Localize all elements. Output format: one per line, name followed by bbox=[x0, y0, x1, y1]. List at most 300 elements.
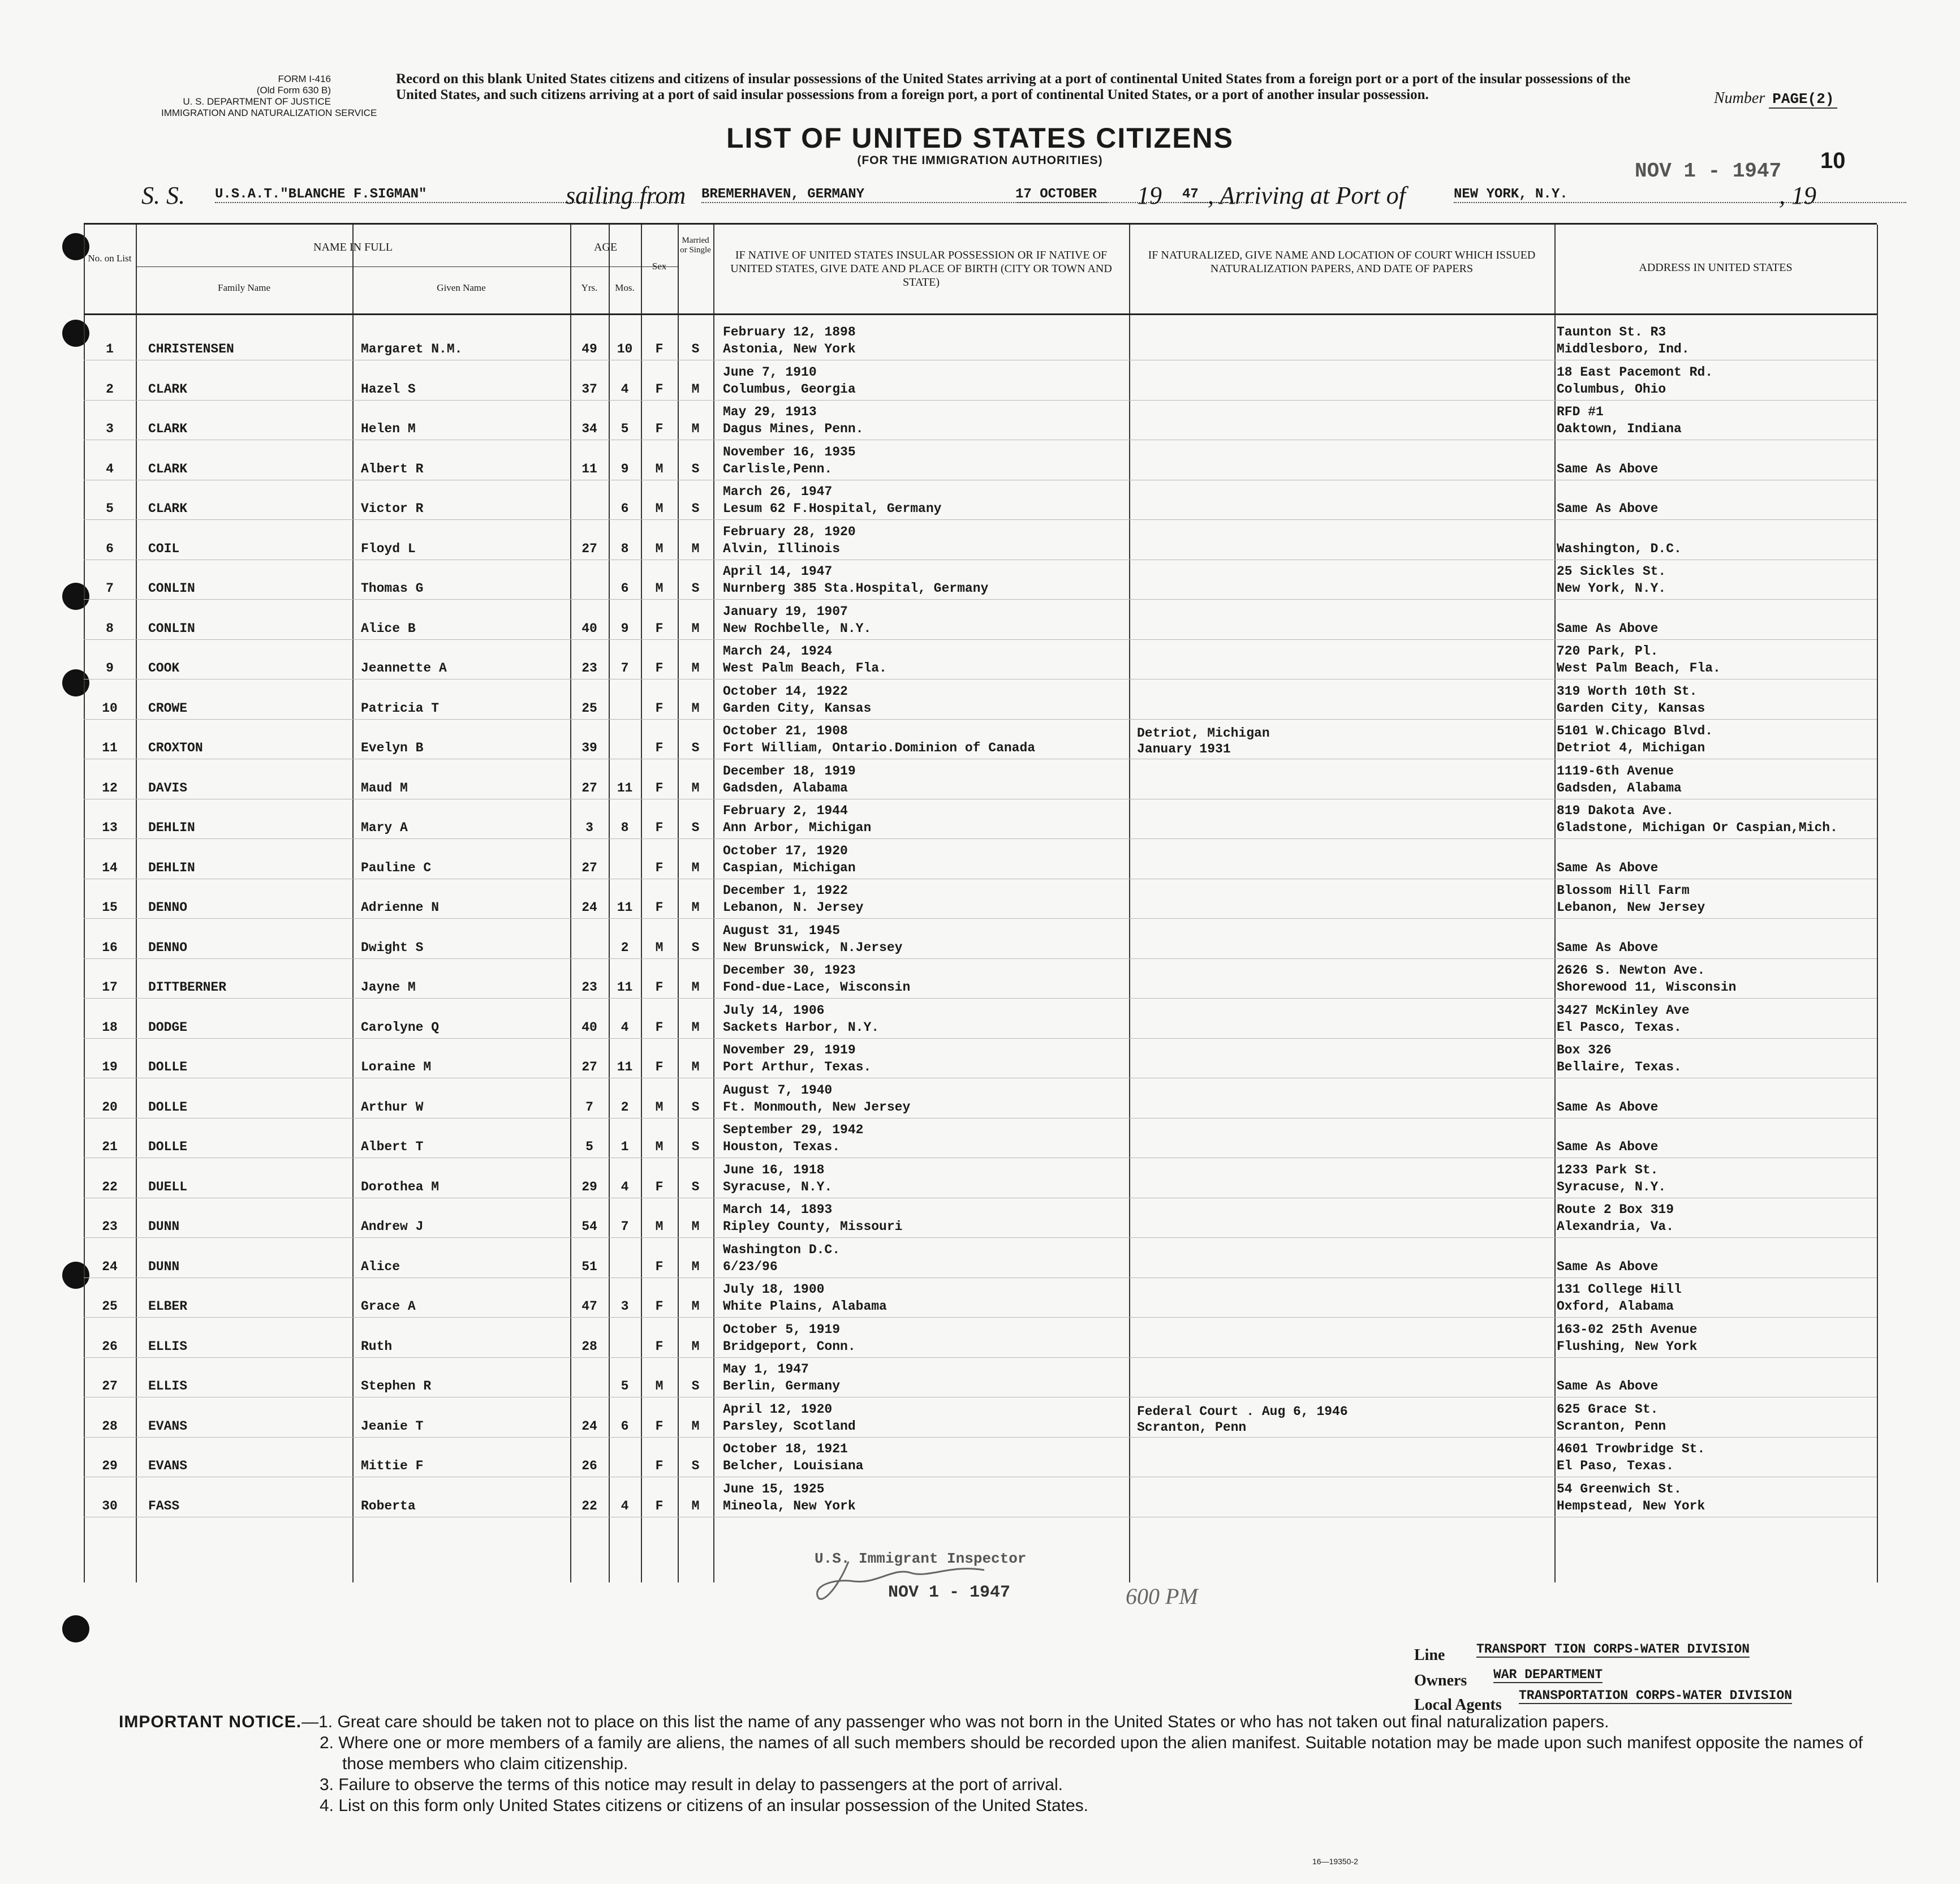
age-years: 27 bbox=[581, 1060, 597, 1074]
table-row bbox=[84, 719, 1877, 759]
owners-value: WAR DEPARTMENT bbox=[1493, 1667, 1603, 1682]
inspector-signature-icon bbox=[815, 1556, 1013, 1612]
inspector-time: 600 PM bbox=[1126, 1584, 1198, 1609]
family-name: DOLLE bbox=[148, 1060, 188, 1074]
row-number: 11 bbox=[102, 741, 118, 755]
birth-date: November 29, 1919 bbox=[723, 1043, 856, 1057]
row-number: 28 bbox=[102, 1418, 118, 1434]
family-name: DOLLE bbox=[148, 1099, 188, 1115]
marital-status: M bbox=[691, 621, 700, 636]
sex: F bbox=[655, 700, 664, 716]
address-line-2: El Paso, Texas. bbox=[1557, 1459, 1674, 1473]
row-number: 1 bbox=[106, 342, 114, 356]
page-title: LIST OF UNITED STATES CITIZENS bbox=[726, 122, 1234, 154]
notice-item-3: 3. Failure to observe the terms of this notice may result in delay to passengers at the port of arrival. bbox=[320, 1775, 1063, 1794]
given-name: Roberta bbox=[361, 1498, 416, 1513]
family-name: DUNN bbox=[148, 1259, 180, 1274]
marital-status: S bbox=[691, 1179, 700, 1194]
sex: M bbox=[655, 541, 664, 556]
marital-status: S bbox=[691, 342, 700, 356]
marital-status: S bbox=[691, 501, 700, 516]
departure-port: BREMERHAVEN, GERMANY bbox=[701, 187, 1109, 203]
birth-date: March 24, 1924 bbox=[723, 644, 833, 659]
family-name: EVANS bbox=[148, 1418, 188, 1434]
address-line-1: 2626 S. Newton Ave. bbox=[1557, 963, 1705, 978]
birth-date: November 16, 1935 bbox=[723, 444, 856, 459]
row-number: 19 bbox=[102, 1060, 118, 1074]
sex: F bbox=[655, 820, 664, 835]
naturalization-date: January 1931 bbox=[1137, 742, 1231, 756]
birth-date: May 29, 1913 bbox=[723, 405, 817, 419]
sex: F bbox=[655, 381, 664, 397]
birth-date: August 31, 1945 bbox=[723, 923, 841, 938]
date-stamp-top: NOV 1 - 1947 bbox=[1635, 160, 1782, 183]
row-number: 24 bbox=[102, 1259, 118, 1274]
birth-date: June 15, 1925 bbox=[723, 1481, 825, 1496]
table-row bbox=[84, 1158, 1877, 1198]
birth-place: Caspian, Michigan bbox=[723, 860, 856, 875]
row-number: 22 bbox=[102, 1179, 118, 1194]
footer-form-code: 16—19350-2 bbox=[1312, 1857, 1358, 1866]
birth-place: Nurnberg 385 Sta.Hospital, Germany bbox=[723, 581, 989, 596]
address-line-2: Same As Above bbox=[1557, 461, 1659, 476]
sex: F bbox=[655, 342, 664, 356]
given-name: Alice bbox=[361, 1259, 400, 1274]
row-number: 4 bbox=[106, 461, 114, 476]
birth-date: January 19, 1907 bbox=[723, 604, 848, 619]
sex: M bbox=[655, 501, 664, 516]
birth-place: Ft. Monmouth, New Jersey bbox=[723, 1099, 911, 1115]
table-row bbox=[84, 1357, 1877, 1397]
page-subtitle: (FOR THE IMMIGRATION AUTHORITIES) bbox=[857, 154, 1103, 167]
table-row bbox=[84, 400, 1877, 440]
line-value: TRANSPORT TION CORPS-WATER DIVISION bbox=[1476, 1642, 1750, 1657]
sex: M bbox=[655, 1379, 664, 1393]
age-months: 8 bbox=[621, 820, 629, 835]
birth-place: Gadsden, Alabama bbox=[723, 780, 848, 795]
given-name: Victor R bbox=[361, 501, 424, 516]
family-name: FASS bbox=[148, 1498, 180, 1513]
age-months: 8 bbox=[621, 541, 629, 556]
family-name: ELLIS bbox=[148, 1339, 188, 1354]
marital-status: M bbox=[691, 1418, 700, 1434]
table-row bbox=[84, 1118, 1877, 1158]
sex: F bbox=[655, 1339, 664, 1354]
age-years: 3 bbox=[585, 820, 593, 835]
owners-label: Owners bbox=[1414, 1672, 1467, 1689]
address-line-2: Oaktown, Indiana bbox=[1557, 421, 1682, 436]
row-number: 10 bbox=[102, 700, 118, 716]
family-name: CONLIN bbox=[148, 581, 195, 596]
marital-status: S bbox=[691, 940, 700, 955]
address-line-2: Detriot 4, Michigan bbox=[1557, 741, 1705, 755]
list-number bbox=[1714, 89, 1837, 107]
birth-date: April 12, 1920 bbox=[723, 1401, 833, 1417]
table-row bbox=[84, 679, 1877, 719]
arrival-year-prefix: , 19 bbox=[1779, 182, 1816, 209]
given-name: Dwight S bbox=[361, 940, 424, 955]
given-name: Mittie F bbox=[361, 1459, 424, 1473]
address-line-1: Taunton St. R3 bbox=[1557, 325, 1666, 339]
sex: F bbox=[655, 1418, 664, 1434]
birth-place: Fort William, Ontario.Dominion of Canada bbox=[723, 741, 1036, 755]
address-line-2: Same As Above bbox=[1557, 501, 1659, 516]
table-row bbox=[84, 520, 1877, 560]
inspector-title: U.S. Immigrant Inspector bbox=[815, 1550, 1027, 1567]
address-line-1: 54 Greenwich St. bbox=[1557, 1481, 1682, 1496]
col-naturalized: IF NATURALIZED, GIVE NAME AND LOCATION OF COURT WHICH ISSUED NATURALIZATION PAPERS, AND DATE OF PAPERS bbox=[1148, 249, 1536, 275]
birth-place: Mineola, New York bbox=[723, 1498, 856, 1513]
table-row bbox=[84, 1277, 1877, 1317]
age-months: 11 bbox=[617, 780, 633, 795]
col-married-single: Married or Single bbox=[680, 236, 711, 255]
age-years: 27 bbox=[581, 860, 597, 875]
col-mos: Mos. bbox=[615, 282, 635, 293]
given-name: Thomas G bbox=[361, 581, 424, 596]
age-years: 47 bbox=[581, 1299, 597, 1314]
birth-date: July 14, 1906 bbox=[723, 1003, 825, 1018]
marital-status: M bbox=[691, 980, 700, 995]
address-line-2: Washington, D.C. bbox=[1557, 541, 1682, 556]
birth-place: Berlin, Germany bbox=[723, 1379, 841, 1393]
voyage-line bbox=[141, 181, 1838, 209]
age-years: 5 bbox=[585, 1139, 593, 1154]
birth-date: June 16, 1918 bbox=[723, 1162, 825, 1177]
table-row bbox=[84, 440, 1877, 480]
birth-place: New Brunswick, N.Jersey bbox=[723, 940, 903, 955]
given-name: Dorothea M bbox=[361, 1179, 440, 1194]
birth-date: December 18, 1919 bbox=[723, 763, 856, 778]
marital-status: S bbox=[691, 1099, 700, 1115]
age-months: 11 bbox=[617, 980, 633, 995]
age-months: 5 bbox=[621, 1379, 629, 1393]
age-months: 4 bbox=[621, 1179, 629, 1194]
given-name: Loraine M bbox=[361, 1060, 432, 1074]
birth-date: February 28, 1920 bbox=[723, 524, 856, 539]
family-name: CLARK bbox=[148, 461, 188, 476]
age-years: 49 bbox=[581, 342, 597, 356]
given-name: Jayne M bbox=[361, 980, 416, 995]
row-number: 17 bbox=[102, 980, 118, 995]
age-years: 28 bbox=[581, 1339, 597, 1354]
agents-value: TRANSPORTATION CORPS-WATER DIVISION bbox=[1519, 1688, 1793, 1703]
address-line-1: 5101 W.Chicago Blvd. bbox=[1557, 724, 1713, 738]
address-line-2: Alexandria, Va. bbox=[1557, 1219, 1674, 1234]
address-line-1: 4601 Trowbridge St. bbox=[1557, 1442, 1705, 1456]
birth-place: Columbus, Georgia bbox=[723, 381, 856, 397]
age-years: 22 bbox=[581, 1498, 597, 1513]
birth-date: February 12, 1898 bbox=[723, 325, 856, 339]
sex: F bbox=[655, 1060, 664, 1074]
birth-date: December 1, 1922 bbox=[723, 883, 848, 898]
col-sex: Sex bbox=[652, 261, 667, 272]
given-name: Albert R bbox=[361, 461, 424, 476]
row-number: 16 bbox=[102, 940, 118, 955]
form-identifier bbox=[161, 74, 377, 119]
age-years: 29 bbox=[581, 1179, 597, 1194]
family-name: COOK bbox=[148, 661, 180, 676]
family-name: ELLIS bbox=[148, 1379, 188, 1393]
sailing-label: sailing from bbox=[566, 182, 686, 209]
address-line-2: Gladstone, Michigan Or Caspian,Mich. bbox=[1557, 820, 1838, 835]
birth-date: August 7, 1940 bbox=[723, 1082, 833, 1098]
marital-status: M bbox=[691, 900, 700, 915]
ss-label: S. S. bbox=[141, 182, 185, 209]
age-years: 39 bbox=[581, 741, 597, 755]
col-age: AGE bbox=[593, 241, 618, 253]
age-years: 40 bbox=[581, 1020, 597, 1035]
family-name: DENNO bbox=[148, 940, 188, 955]
birth-date: December 30, 1923 bbox=[723, 963, 856, 978]
birth-place: New Rochbelle, N.Y. bbox=[723, 621, 872, 636]
marital-status: M bbox=[691, 700, 700, 716]
address-line-2: Flushing, New York bbox=[1557, 1339, 1698, 1354]
table-row bbox=[84, 1437, 1877, 1477]
birth-date: September 29, 1942 bbox=[723, 1122, 864, 1137]
family-name: DUELL bbox=[148, 1179, 188, 1194]
age-months: 3 bbox=[621, 1299, 629, 1314]
sex: F bbox=[655, 1259, 664, 1274]
sex: F bbox=[655, 780, 664, 795]
table-row bbox=[84, 1238, 1877, 1277]
marital-status: M bbox=[691, 1219, 700, 1234]
table-row bbox=[84, 759, 1877, 799]
table-row bbox=[84, 1198, 1877, 1237]
given-name: Maud M bbox=[361, 780, 408, 795]
row-number: 21 bbox=[102, 1139, 118, 1154]
birth-place: Astonia, New York bbox=[723, 342, 856, 356]
family-name: CONLIN bbox=[148, 621, 195, 636]
row-number: 29 bbox=[102, 1459, 118, 1473]
birth-place: Bridgeport, Conn. bbox=[723, 1339, 856, 1354]
arrival-port: NEW YORK, N.Y. bbox=[1454, 187, 1906, 203]
given-name: Patricia T bbox=[361, 700, 440, 716]
family-name: DOLLE bbox=[148, 1139, 188, 1154]
family-name: DUNN bbox=[148, 1219, 180, 1234]
birth-date: April 14, 1947 bbox=[723, 564, 833, 579]
sex: M bbox=[655, 1139, 664, 1154]
address-line-2: Syracuse, N.Y. bbox=[1557, 1179, 1666, 1194]
marital-status: M bbox=[691, 541, 700, 556]
family-name: CLARK bbox=[148, 381, 188, 397]
birth-place: Dagus Mines, Penn. bbox=[723, 421, 864, 436]
sex: F bbox=[655, 1299, 664, 1314]
age-months: 4 bbox=[621, 1498, 629, 1513]
address-line-2: Same As Above bbox=[1557, 1099, 1659, 1115]
given-name: Alice B bbox=[361, 621, 416, 636]
col-family-name: Family Name bbox=[217, 282, 270, 293]
sex: M bbox=[655, 940, 664, 955]
age-months: 5 bbox=[621, 421, 629, 436]
age-years: 27 bbox=[581, 780, 597, 795]
naturalization-date: Scranton, Penn bbox=[1137, 1420, 1247, 1435]
form-number: FORM I-416 bbox=[278, 74, 331, 84]
address-line-1: Route 2 Box 319 bbox=[1557, 1202, 1674, 1217]
birth-date: October 17, 1920 bbox=[723, 843, 848, 858]
sex: F bbox=[655, 1020, 664, 1035]
given-name: Arthur W bbox=[361, 1099, 424, 1115]
birth-place: Garden City, Kansas bbox=[723, 700, 872, 716]
age-years: 25 bbox=[581, 700, 597, 716]
birth-place: 6/23/96 bbox=[723, 1259, 778, 1274]
col-address: ADDRESS IN UNITED STATES bbox=[1639, 261, 1793, 274]
sex: M bbox=[655, 1219, 664, 1234]
table-row bbox=[84, 1318, 1877, 1357]
age-years: 37 bbox=[581, 381, 597, 397]
family-name: DODGE bbox=[148, 1020, 188, 1035]
birth-date: February 2, 1944 bbox=[723, 803, 848, 818]
marital-status: S bbox=[691, 741, 700, 755]
row-number: 8 bbox=[106, 621, 114, 636]
given-name: Margaret N.M. bbox=[361, 342, 463, 356]
address-line-2: Scranton, Penn bbox=[1557, 1418, 1666, 1434]
sex: F bbox=[655, 1498, 664, 1513]
row-number: 18 bbox=[102, 1020, 118, 1035]
marital-status: M bbox=[691, 780, 700, 795]
age-years: 23 bbox=[581, 661, 597, 676]
address-line-2: Gadsden, Alabama bbox=[1557, 780, 1682, 795]
col-given-name: Given Name bbox=[437, 282, 486, 293]
address-line-2: Same As Above bbox=[1557, 621, 1659, 636]
birth-date: July 18, 1900 bbox=[723, 1282, 825, 1297]
age-months: 10 bbox=[617, 342, 633, 356]
address-line-2: Same As Above bbox=[1557, 860, 1659, 875]
address-line-2: New York, N.Y. bbox=[1557, 581, 1666, 596]
address-line-2: Bellaire, Texas. bbox=[1557, 1060, 1682, 1074]
sex: F bbox=[655, 980, 664, 995]
service: IMMIGRATION AND NATURALIZATION SERVICE bbox=[161, 107, 377, 118]
row-number: 15 bbox=[102, 900, 118, 915]
birth-date: October 18, 1921 bbox=[723, 1442, 848, 1456]
given-name: Andrew J bbox=[361, 1219, 424, 1234]
given-name: Evelyn B bbox=[361, 741, 424, 755]
birth-date: Washington D.C. bbox=[723, 1242, 841, 1257]
notice-item-4: 4. List on this form only United States citizens or citizens of an insular possession of the United States. bbox=[320, 1796, 1089, 1815]
given-name: Hazel S bbox=[361, 381, 416, 397]
given-name: Mary A bbox=[361, 820, 408, 835]
age-years: 11 bbox=[581, 461, 597, 476]
department: U. S. DEPARTMENT OF JUSTICE bbox=[183, 96, 331, 107]
row-number: 20 bbox=[102, 1099, 118, 1115]
inspector-date-stamp: NOV 1 - 1947 bbox=[888, 1583, 1011, 1602]
age-years: 26 bbox=[581, 1459, 597, 1473]
family-name: DEHLIN bbox=[148, 860, 195, 875]
family-name: CHRISTENSEN bbox=[148, 342, 234, 356]
table-row bbox=[84, 360, 1877, 400]
old-form-number: (Old Form 630 B) bbox=[256, 85, 331, 96]
age-years: 54 bbox=[581, 1219, 597, 1234]
marital-status: S bbox=[691, 1459, 700, 1473]
col-yrs: Yrs. bbox=[581, 282, 598, 293]
given-name: Helen M bbox=[361, 421, 416, 436]
marital-status: S bbox=[691, 581, 700, 596]
year-prefix: 19 bbox=[1137, 182, 1162, 209]
table-row bbox=[84, 799, 1877, 838]
table-row bbox=[84, 600, 1877, 639]
address-line-1: 625 Grace St. bbox=[1557, 1401, 1659, 1417]
address-line-2: Same As Above bbox=[1557, 1259, 1659, 1274]
birth-date: October 5, 1919 bbox=[723, 1322, 841, 1337]
age-years: 27 bbox=[581, 541, 597, 556]
marital-status: S bbox=[691, 1379, 700, 1393]
birth-date: October 14, 1922 bbox=[723, 683, 848, 699]
marital-status: S bbox=[691, 1139, 700, 1154]
row-number: 26 bbox=[102, 1339, 118, 1354]
birth-place: Parsley, Scotland bbox=[723, 1418, 856, 1434]
given-name: Stephen R bbox=[361, 1379, 432, 1393]
row-number: 25 bbox=[102, 1299, 118, 1314]
age-months: 7 bbox=[621, 661, 629, 676]
col-no: No. on List bbox=[88, 253, 132, 264]
naturalization-court: Federal Court . Aug 6, 1946 bbox=[1137, 1404, 1348, 1419]
col-birth: IF NATIVE OF UNITED STATES INSULAR POSSESSION OR IF NATIVE OF UNITED STATES, GIVE DATE AND PLACE OF BIRTH (CITY OR TOWN AND STATE) bbox=[730, 249, 1112, 289]
address-line-1: 163-02 25th Avenue bbox=[1557, 1322, 1698, 1337]
birth-place: Sackets Harbor, N.Y. bbox=[723, 1020, 880, 1035]
given-name: Jeannette A bbox=[361, 661, 447, 676]
age-months: 4 bbox=[621, 1020, 629, 1035]
row-number: 6 bbox=[106, 541, 114, 556]
row-number: 30 bbox=[102, 1498, 118, 1513]
address-line-2: Middlesboro, Ind. bbox=[1557, 342, 1690, 356]
row-number: 13 bbox=[102, 820, 118, 835]
age-years: 23 bbox=[581, 980, 597, 995]
family-name: EVANS bbox=[148, 1459, 188, 1473]
age-months: 6 bbox=[621, 1418, 629, 1434]
address-line-2: Same As Above bbox=[1557, 1379, 1659, 1393]
address-line-1: Blossom Hill Farm bbox=[1557, 883, 1690, 898]
row-number: 14 bbox=[102, 860, 118, 875]
address-line-2: Hempstead, New York bbox=[1557, 1498, 1705, 1513]
family-name: DENNO bbox=[148, 900, 188, 915]
age-years: 34 bbox=[581, 421, 597, 436]
family-name: COIL bbox=[148, 541, 180, 556]
address-line-1: 131 College Hill bbox=[1557, 1282, 1682, 1297]
given-name: Adrienne N bbox=[361, 900, 440, 915]
family-name: DAVIS bbox=[148, 780, 188, 795]
marital-status: M bbox=[691, 1339, 700, 1354]
marital-status: M bbox=[691, 860, 700, 875]
birth-place: Houston, Texas. bbox=[723, 1139, 841, 1154]
address-line-1: 1119-6th Avenue bbox=[1557, 763, 1674, 778]
ship-name: U.S.A.T."BLANCHE F.SIGMAN" bbox=[215, 187, 679, 203]
sex: F bbox=[655, 421, 664, 436]
address-line-2: Lebanon, New Jersey bbox=[1557, 900, 1705, 915]
address-line-2: Garden City, Kansas bbox=[1557, 700, 1705, 716]
address-line-2: Shorewood 11, Wisconsin bbox=[1557, 980, 1737, 995]
birth-date: May 1, 1947 bbox=[723, 1362, 809, 1377]
table-row bbox=[84, 999, 1877, 1038]
birth-place: Syracuse, N.Y. bbox=[723, 1179, 833, 1194]
address-line-1: 25 Sickles St. bbox=[1557, 564, 1666, 579]
agents-label: Local Agents bbox=[1414, 1696, 1502, 1714]
sex: F bbox=[655, 1179, 664, 1194]
age-months: 6 bbox=[621, 581, 629, 596]
age-months: 9 bbox=[621, 461, 629, 476]
address-line-1: 3427 McKinley Ave bbox=[1557, 1003, 1690, 1018]
given-name: Jeanie T bbox=[361, 1418, 424, 1434]
table-row bbox=[84, 1477, 1877, 1517]
marital-status: S bbox=[691, 820, 700, 835]
line-field bbox=[1414, 1642, 1923, 1664]
table-row bbox=[84, 958, 1877, 998]
table-row bbox=[84, 919, 1877, 958]
birth-place: Lesum 62 F.Hospital, Germany bbox=[723, 501, 942, 516]
marital-status: S bbox=[691, 461, 700, 476]
table-row bbox=[84, 639, 1877, 679]
birth-date: October 21, 1908 bbox=[723, 724, 848, 738]
age-years: 51 bbox=[581, 1259, 597, 1274]
birth-place: Fond-due-Lace, Wisconsin bbox=[723, 980, 911, 995]
